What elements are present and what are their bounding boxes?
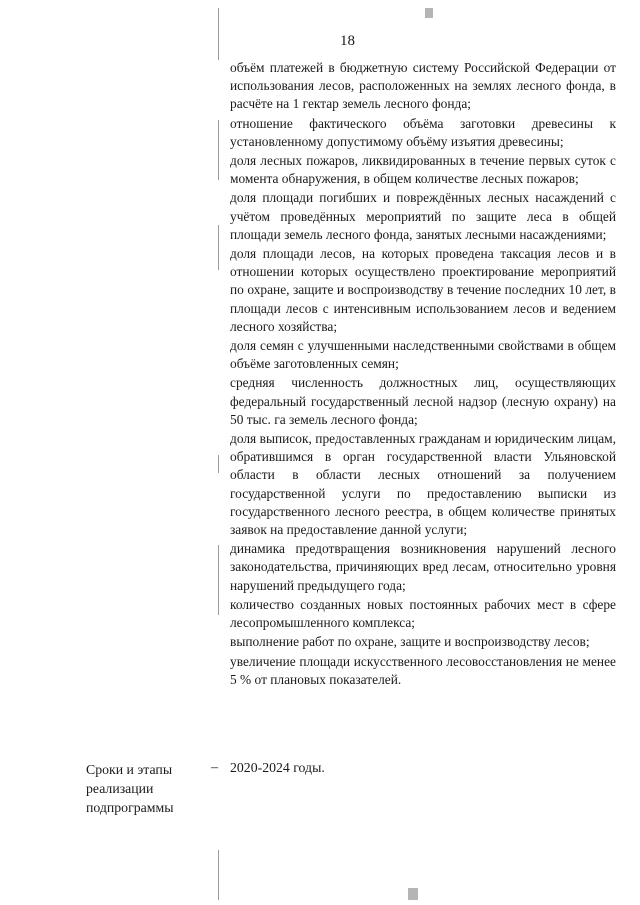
indicator-paragraph: выполнение работ по охране, защите и воспроизводству лесов;: [230, 634, 590, 650]
indicator-paragraph: доля семян с улучшенными наследственными свойствами в общем объёме заготовленных семян;: [230, 338, 616, 372]
timing-label: Сроки и этапы реализации подпрограммы: [86, 762, 174, 815]
page-number: 18: [340, 33, 355, 49]
indicator-paragraph: доля площади лесов, на которых проведена таксация лесов и в отношении которых осуществлено проектирование мероприятий по охране, защите и воспроизводству в течение последних 10 лет, в площади лесов с интенсивным использованием лесов и ведением лесного хозяйства;: [230, 246, 616, 334]
timing-dash: –: [211, 760, 218, 775]
margin-rule-mid-2: [218, 225, 219, 270]
margin-rule-mid-1: [218, 120, 219, 180]
indicator-paragraph: объём платежей в бюджетную систему Российской Федерации от использования лесов, расположенных на землях лесного фонда, в расчёте на 1 гектар земель лесного фонда;: [230, 60, 616, 112]
scan-mark-top: [425, 8, 433, 18]
body-text: [230, 59, 616, 689]
indicator-paragraph: количество созданных новых постоянных рабочих мест в сфере лесопромышленного комплекса;: [230, 596, 616, 631]
margin-rule-mid-4: [218, 545, 219, 615]
scan-mark-bottom: [408, 888, 418, 900]
indicator-paragraph: увеличение площади искусственного лесовосстановления не менее 5 % от плановых показателей.: [230, 653, 616, 687]
indicator-paragraph: средняя численность должностных лиц, осуществляющих федеральный государственный лесной надзор (лесную охрану) на 50 тыс. га земель лесного фонда;: [230, 375, 616, 427]
margin-rule-bottom: [218, 850, 219, 900]
indicator-paragraph: доля выписок, предоставленных гражданам и юридическим лицам, обратившимся в орган государственной власти Ульяновской области в области лесных отношений за получением государственной услуги по предоставлению выписки из государственного лесного реестра, в общем количестве принятых заявок на предоставление данной услуги;: [230, 431, 616, 538]
indicator-paragraph: динамика предотвращения возникновения нарушений лесного законодательства, причиняющих вред лесам, относительно уровня нарушений предыдущего года;: [230, 541, 616, 593]
margin-rule-mid-3: [218, 455, 219, 473]
margin-rule-top: [218, 8, 219, 60]
indicator-paragraph: доля лесных пожаров, ликвидированных в течение первых суток с момента обнаружения, в общем количестве лесных пожаров;: [230, 153, 616, 187]
indicator-paragraph: доля площади погибших и повреждённых лесных насаждений с учётом проведённых мероприятий по защите леса в общей площади земель лесного фонда, занятых лесными насаждениями;: [230, 190, 616, 242]
timing-value: 2020-2024 годы.: [230, 760, 325, 775]
indicator-paragraph: отношение фактического объёма заготовки древесины к установленному допустимому объёму изъятия древесины;: [230, 115, 616, 149]
